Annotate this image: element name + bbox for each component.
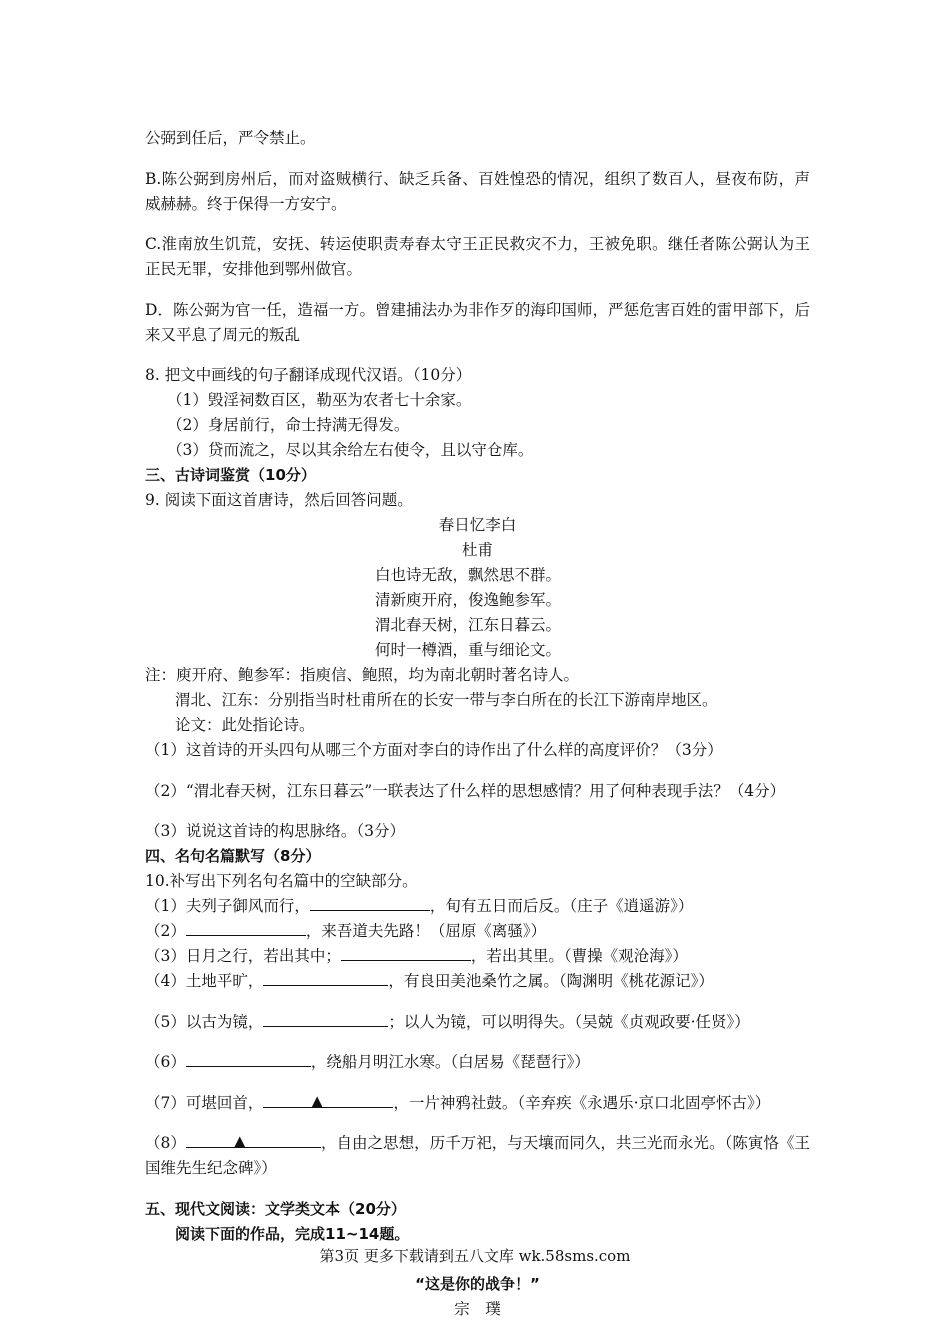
question-10: 10.补写出下列名句名篇中的空缺部分。	[145, 872, 418, 890]
fill-blank-3[interactable]	[341, 946, 471, 961]
poem-line-1: 白也诗无敌，飘然思不群。	[375, 566, 562, 584]
section-4-heading: 四、名句名篇默写（8分）	[145, 847, 321, 865]
fill-item-7-before: （7）可堪回首，	[145, 1093, 264, 1112]
fill-item-4-before: （4）土地平旷，	[145, 972, 264, 990]
fill-item-7	[145, 1091, 810, 1116]
fill-item-2-before: （2）	[145, 922, 186, 940]
poem-note-1: 注：庾开府、鲍参军：指庾信、鲍照，均为南北朝时著名诗人。	[145, 666, 580, 684]
poem-note-2: 渭北、江东：分别指当时杜甫所在的长安一带与李白所在的长江下游南岸地区。	[175, 691, 718, 709]
question-9-sub-1: （1）这首诗的开头四句从哪三个方面对李白的诗作出了什么样的高度评价？（3分）	[145, 741, 723, 759]
fill-item-5	[145, 1010, 810, 1035]
option-a-tail: 公弼到任后，严令禁止。	[145, 129, 316, 147]
fill-blank-6[interactable]	[186, 1052, 311, 1067]
poem-line-2: 清新庾开府，俊逸鲍参军。	[375, 591, 562, 609]
fill-blank-2[interactable]	[186, 921, 306, 936]
question-9-sub-3: （3）说说这首诗的构思脉络。（3分）	[145, 822, 405, 840]
fill-blank-1[interactable]	[310, 896, 430, 911]
fill-item-8	[145, 1131, 810, 1181]
fill-item-1-after: ，旬有五日而后反。（庄子《逍遥游》）	[429, 897, 694, 915]
triangle-marker-icon: ▲	[311, 1091, 323, 1110]
section-5-instruction: 阅读下面的作品，完成11~14题。	[175, 1224, 410, 1243]
fill-item-1-before: （1）夫列子御风而行，	[145, 897, 310, 915]
poem-note-3: 论文：此处指论诗。	[175, 716, 315, 734]
fill-item-3-before: （3）日月之行，若出其中；	[145, 947, 341, 965]
fill-item-5-after: ；以人为镜，可以明得失。（吴兢《贞观政要·任贤》）	[388, 1012, 750, 1031]
question-8-item-3: （3）贷而流之，尽以其余给左右使令，且以守仓库。	[167, 441, 534, 459]
fill-item-8-after: ，自由之思想，历千万祀，与天壤而同久，共三光而永光。（陈寅恪《王国维先生纪念碑》）	[145, 1134, 810, 1177]
page-content	[145, 126, 810, 1322]
fill-item-3	[145, 944, 810, 969]
fill-item-3-after: ，若出其里。（曹操《观沧海》）	[470, 947, 688, 965]
triangle-marker-icon: ▲	[233, 1132, 246, 1150]
option-b: B.陈公弼到房州后，而对盗贼横行、缺乏兵备、百姓惶恐的情况，组织了数百人，昼夜布防，声威赫赫。终于保得一方安宁。	[145, 169, 810, 213]
section-3-heading: 三、古诗词鉴赏（10分）	[145, 466, 316, 484]
fill-item-8-before: （8）	[145, 1134, 186, 1152]
fill-item-7-after: ，一片神鸦社鼓。（辛弃疾《永遇乐·京口北固亭怀古》）	[393, 1093, 771, 1112]
fill-item-5-before: （5）以古为镜，	[145, 1012, 264, 1031]
fill-item-6-before: （6）	[145, 1053, 186, 1071]
section-5-heading: 五、现代文阅读：文学类文本（20分）	[145, 1199, 406, 1218]
story-title: “这是你的战争！”	[415, 1274, 540, 1293]
fill-blank-4[interactable]	[263, 971, 388, 986]
question-9-sub-2: （2）“渭北春天树，江东日暮云”一联表达了什么样的思想感情？用了何种表现手法？（4分）	[145, 781, 786, 800]
question-8: 8. 把文中画线的句子翻译成现代汉语。（10分）	[145, 366, 472, 384]
fill-item-2-after: ，来吾道夫先路！（屈原《离骚》）	[305, 922, 547, 940]
fill-blank-5[interactable]	[263, 1012, 388, 1027]
question-8-item-1: （1）毁淫祠数百区，勒巫为农者七十余家。	[167, 391, 472, 409]
poem-line-4: 何时一樽酒，重与细论文。	[375, 641, 562, 659]
fill-blank-7[interactable]	[263, 1091, 393, 1108]
poem-author: 杜甫	[461, 541, 493, 559]
fill-blank-8[interactable]	[186, 1131, 321, 1148]
question-9: 9. 阅读下面这首唐诗，然后回答问题。	[145, 491, 413, 509]
option-d: D．陈公弼为官一任，造福一方。曾建捕法办为非作歹的海印国师，严惩危害百姓的雷甲部下，后来又平息了周元的叛乱	[145, 300, 810, 344]
fill-item-1	[145, 894, 810, 919]
fill-item-6-after: ，绕船月明江水寒。（白居易《琵琶行》）	[310, 1053, 590, 1071]
question-8-item-2: （2）身居前行，命士持满无得发。	[167, 416, 410, 434]
page-footer: 第3页 更多下载请到五八文库 wk.58sms.com	[319, 1247, 631, 1265]
poem-line-3: 渭北春天树，江东日暮云。	[375, 616, 562, 634]
fill-item-6	[145, 1050, 810, 1075]
option-c: C.淮南放生饥荒，安抚、转运使职责寿春太守王正民救灾不力，王被免职。继任者陈公弼认为王正民无罪，安排他到鄂州做官。	[145, 235, 810, 278]
poem-title: 春日忆李白	[438, 516, 517, 534]
fill-item-4-after: ，有良田美池桑竹之属。（陶渊明《桃花源记》）	[388, 972, 714, 990]
fill-item-4	[145, 969, 810, 994]
fill-item-2	[145, 919, 810, 944]
story-author: 宗 璞	[454, 1299, 501, 1318]
